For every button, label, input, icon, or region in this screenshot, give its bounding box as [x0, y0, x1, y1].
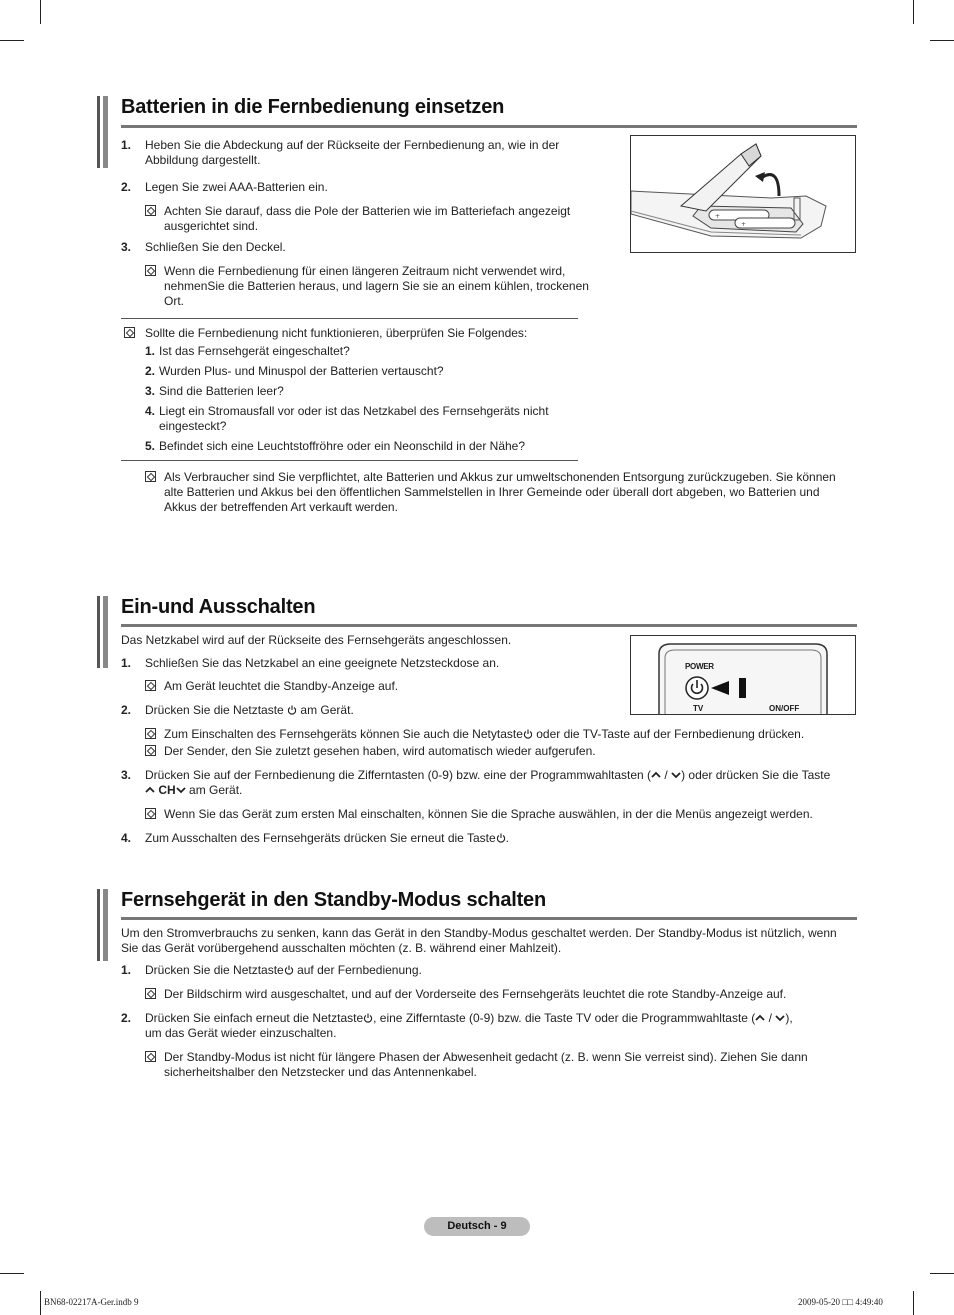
list-number: 5.	[145, 439, 156, 453]
step-text-part: Drücken Sie einfach erneut die Netztaste	[145, 1011, 364, 1025]
list-number: 3.	[145, 384, 156, 398]
step-text: Heben Sie die Abdeckung auf der Rückseite der Fernbedienung an, wie in der Abbildung dargestellt.	[145, 138, 560, 167]
power-icon	[284, 965, 294, 975]
note-icon	[145, 1051, 156, 1062]
ch-label: CH	[158, 783, 176, 797]
list-item: Liegt ein Stromausfall vor oder ist das Netzkabel des Fernsehgeräts nicht eingesteckt?	[159, 404, 549, 433]
note-text: Wenn die Fernbedienung für einen längeren Zeitraum nicht verwendet wird, nehmenSie die Batterien heraus, und lagern Sie sie an einem kühlen, trockenen Ort.	[164, 264, 589, 308]
chevron-down-icon	[671, 770, 681, 780]
note-icon	[145, 471, 156, 482]
crop-mark	[0, 1273, 24, 1274]
battery-illustration	[630, 135, 856, 253]
svg-text:+: +	[715, 213, 721, 220]
note-icon	[124, 327, 135, 338]
divider	[121, 318, 578, 319]
note-text: Am Gerät leuchtet die Standby-Anzeige auf.	[164, 679, 399, 693]
step-text-part: auf der Fernbedienung.	[297, 963, 422, 977]
note-text	[164, 727, 854, 742]
step-text-part: .	[505, 831, 509, 845]
chevron-down-icon	[176, 785, 186, 795]
list-item: Ist das Fernsehgerät eingeschaltet?	[159, 344, 350, 358]
crop-mark	[0, 40, 24, 41]
step-text: Legen Sie zwei AAA-Batterien ein.	[145, 180, 328, 194]
section-title: Fernsehgerät in den Standby-Modus schalten	[121, 889, 546, 911]
power-icon	[287, 705, 297, 715]
step-text-part: Drücken Sie die Netztaste	[145, 703, 284, 717]
crop-mark	[40, 1291, 41, 1315]
power-icon	[523, 729, 533, 739]
step-text-part: ) oder drücken Sie die Taste	[681, 768, 831, 782]
crop-mark	[930, 40, 954, 41]
step-text	[145, 768, 860, 798]
note-text-part: oder die TV-Taste auf der Fernbedienung drücken.	[536, 727, 805, 741]
list-item: Wurden Plus- und Minuspol der Batterien vertauscht?	[159, 364, 444, 378]
crop-mark	[40, 0, 41, 24]
step-text	[145, 1011, 850, 1041]
note-text: Sollte die Fernbedienung nicht funktionieren, überprüfen Sie Folgendes:	[145, 326, 528, 340]
step-text-part: ),	[785, 1011, 793, 1025]
chevron-up-icon	[755, 1013, 765, 1023]
note-icon	[145, 745, 156, 756]
step-text-part: , eine Zifferntaste (0-9) bzw. die Taste TV oder die Programmwahltaste (	[373, 1011, 756, 1025]
remote-power-panel	[631, 636, 855, 714]
note-text-part: Zum Einschalten des Fernsehgeräts können Sie auch die Netytaste	[164, 727, 523, 741]
crop-mark	[913, 0, 914, 24]
step-text-part: Drücken Sie die Netztaste	[145, 963, 284, 977]
section-title: Batterien in die Fernbedienung einsetzen	[121, 96, 505, 118]
note-icon	[145, 680, 156, 691]
note-text: Achten Sie darauf, dass die Pole der Batterien wie im Batteriefach angezeigt ausgerichtet sind.	[164, 204, 571, 233]
print-timestamp: 2009-05-20 □□ 4:49:40	[798, 1297, 883, 1307]
note-text: Wenn Sie das Gerät zum ersten Mal einschalten, können Sie die Sprache auswählen, in der die Menüs angezeigt werden.	[164, 807, 813, 821]
step-text	[145, 963, 845, 978]
step-text-part: /	[768, 1011, 772, 1025]
crop-mark	[913, 1291, 914, 1315]
chevron-up-icon	[145, 785, 155, 795]
note-text: Als Verbraucher sind Sie verpflichtet, alte Batterien und Akkus zur umweltschonenden Entsorgung zurückzugeben. Sie können alte Batterien und Akkus bei den öffentlichen Sammelstellen in Ihrer Gemeinde oder überall dort abgeben, wo Batterien und Akkus der betreffenden Art verkauft werden.	[164, 470, 836, 514]
intro-text: Um den Stromverbrauchs zu senken, kann das Gerät in den Standby-Modus geschaltet werden. Der Standby-Modus ist nützlich, wenn Sie das Gerät vorübergehend ausschalten möchten (z. B. während einer Mahlzeit).	[121, 926, 837, 955]
power-icon	[496, 833, 506, 843]
step-text	[145, 831, 845, 846]
step-number: 1.	[121, 656, 132, 670]
list-number: 1.	[145, 344, 156, 358]
step-text-part: Drücken Sie auf der Fernbedienung die Zifferntasten (0-9) bzw. eine der Programmwahltasten (	[145, 768, 652, 782]
list-item: Befindet sich eine Leuchtstoffröhre oder ein Neonschild in der Nähe?	[159, 439, 526, 453]
note-icon	[145, 988, 156, 999]
step-number: 2.	[121, 1011, 132, 1025]
intro-text: Das Netzkabel wird auf der Rückseite des Fernsehgeräts angeschlossen.	[121, 633, 512, 647]
section-bar-marker	[97, 96, 109, 168]
power-panel-illustration	[630, 635, 856, 715]
power-icon	[363, 1013, 373, 1023]
note-text: Der Standby-Modus ist nicht für längere Phasen der Abwesenheit gedacht (z. B. wenn Sie verreist sind). Ziehen Sie dann sicherheitshalber den Netzstecker und das Antennenkabel.	[164, 1050, 808, 1079]
note-text: Der Sender, den Sie zuletzt gesehen haben, wird automatisch wieder aufgerufen.	[164, 744, 596, 758]
power-label: POWER	[685, 662, 714, 671]
tv-label: TV	[693, 704, 704, 713]
section-bar-marker	[97, 596, 109, 668]
file-name: BN68-02217A-Ger.indb 9	[44, 1297, 139, 1307]
step-number: 2.	[121, 180, 132, 194]
section-rule	[121, 624, 857, 627]
step-text: Schließen Sie das Netzkabel an eine geeignete Netzsteckdose an.	[145, 656, 500, 670]
svg-text:+: +	[741, 221, 747, 228]
note-icon	[145, 728, 156, 739]
step-text-part: am Gerät.	[189, 783, 243, 797]
section-bar-marker	[97, 889, 109, 961]
list-number: 2.	[145, 364, 156, 378]
step-number: 4.	[121, 831, 132, 845]
step-text: Schließen Sie den Deckel.	[145, 240, 286, 254]
step-number: 1.	[121, 138, 132, 152]
step-text-part: um das Gerät wieder einzuschalten.	[145, 1026, 337, 1040]
remote-back-illustration	[631, 136, 855, 252]
note-text: Der Bildschirm wird ausgeschaltet, und auf der Vorderseite des Fernsehgeräts leuchtet die rote Standby-Anzeige auf.	[164, 987, 787, 1001]
step-text	[145, 703, 615, 718]
note-icon	[145, 205, 156, 216]
section-rule	[121, 917, 857, 920]
section-rule	[121, 125, 857, 128]
step-number: 3.	[121, 768, 132, 782]
step-text-part: Zum Ausschalten des Fernsehgeräts drücken Sie erneut die Taste	[145, 831, 496, 845]
onoff-label: ON/OFF	[769, 704, 800, 713]
page-number-badge: Deutsch - 9	[424, 1217, 530, 1236]
crop-mark	[930, 1273, 954, 1274]
divider	[121, 460, 578, 461]
step-text-part: am Gerät.	[300, 703, 354, 717]
note-icon	[145, 265, 156, 276]
list-number: 4.	[145, 404, 156, 418]
step-number: 3.	[121, 240, 132, 254]
step-text-part: /	[664, 768, 668, 782]
note-icon	[145, 808, 156, 819]
section-title: Ein-und Ausschalten	[121, 596, 316, 618]
chevron-up-icon	[651, 770, 661, 780]
list-item: Sind die Batterien leer?	[159, 384, 284, 398]
step-number: 2.	[121, 703, 132, 717]
step-number: 1.	[121, 963, 132, 977]
chevron-down-icon	[775, 1013, 785, 1023]
